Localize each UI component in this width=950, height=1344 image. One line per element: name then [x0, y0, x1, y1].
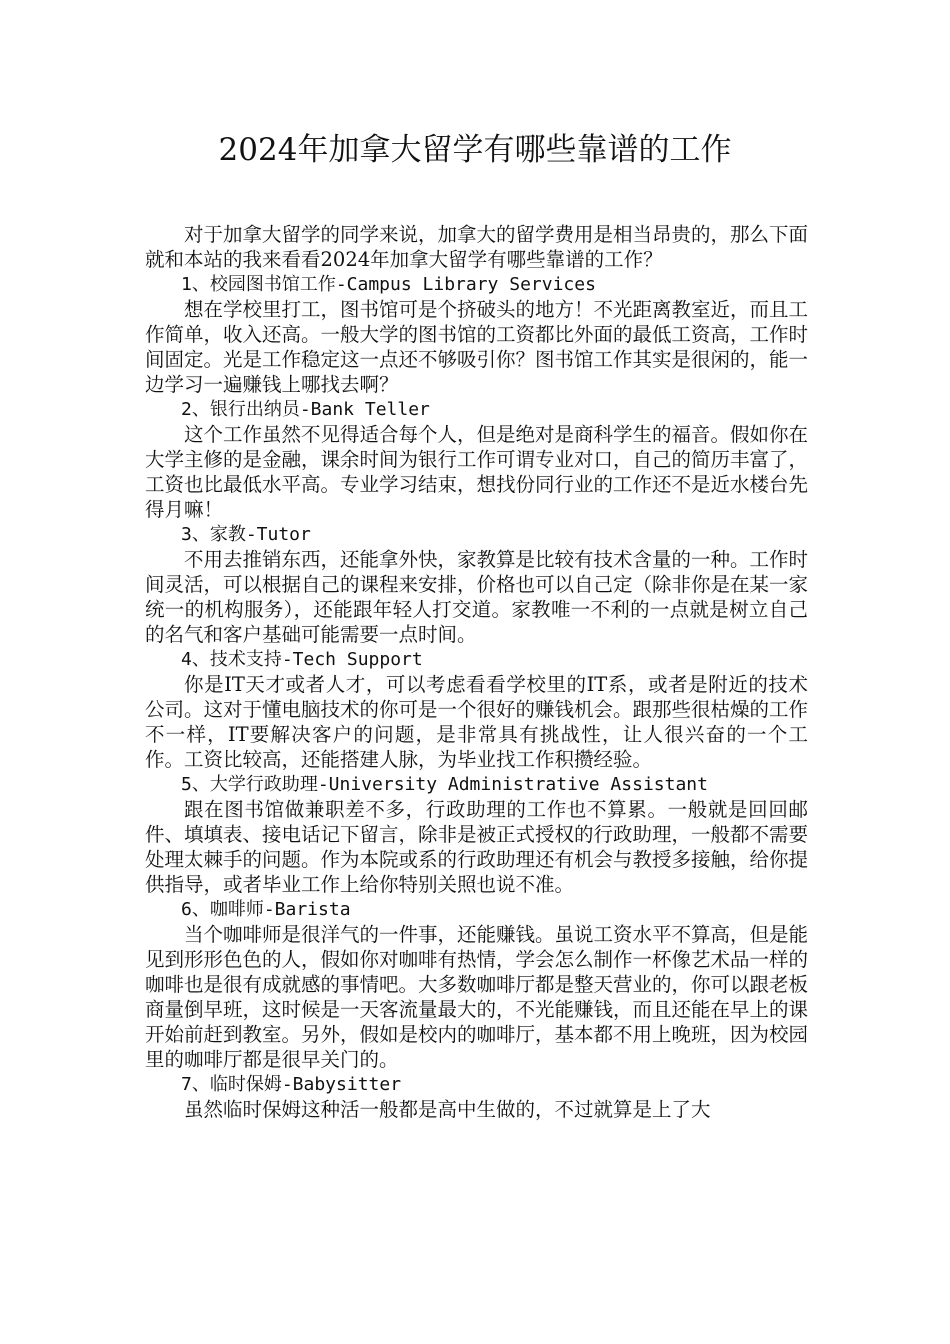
section-body-7: 虽然临时保姆这种活一般都是高中生做的，不过就算是上了大 [184, 1098, 711, 1121]
intro-paragraph: 对于加拿大留学的同学来说，加拿大的留学费用是相当昂贵的，那么下面就和本站的我来看看2024年加拿大留学有哪些靠谱的工作？ [145, 223, 809, 271]
section-body-2: 这个工作虽然不见得适合每个人，但是绝对是商科学生的福音。假如你在大学主修的是金融，课余时间为银行工作可谓专业对口，自己的简历丰富了，工资也比最低水平高。专业学习结束，想找份同行业的工作还不是近水楼台先得月嘛！ [145, 423, 809, 521]
section-heading-4: 4、技术支持-Tech Support [181, 649, 423, 670]
section-heading-6: 6、咖啡师-Barista [181, 899, 351, 920]
document-body [145, 222, 808, 1122]
section-body-5: 跟在图书馆做兼职差不多，行政助理的工作也不算累。一般就是回回邮件、填填表、接电话记下留言，除非是被正式授权的行政助理，一般都不需要处理太棘手的问题。作为本院或系的行政助理还有机会与教授多接触，给你提供指导，或者毕业工作上给你特别关照也说不准。 [145, 798, 809, 896]
page-title: 2024年加拿大留学有哪些靠谱的工作 [218, 132, 732, 168]
section-body-1: 想在学校里打工，图书馆可是个挤破头的地方！不光距离教室近，而且工作简单，收入还高。一般大学的图书馆的工资都比外面的最低工资高，工作时间固定。光是工作稳定这一点还不够吸引你？图书馆工作其实是很闲的，能一边学习一遍赚钱上哪找去啊？ [145, 298, 809, 396]
section-heading-3: 3、家教-Tutor [181, 524, 311, 545]
section-body-6: 当个咖啡师是很洋气的一件事，还能赚钱。虽说工资水平不算高，但是能见到形形色色的人，假如你对咖啡有热情，学会怎么制作一杯像艺术品一样的咖啡也是很有成就感的事情吧。大多数咖啡厅都是整天营业的，你可以跟老板商量倒早班，这时候是一天客流量最大的，不光能赚钱，而且还能在早上的课开始前赶到教室。另外，假如是校内的咖啡厅，基本都不用上晚班，因为校园里的咖啡厅都是很早关门的。 [145, 923, 809, 1071]
section-heading-5: 5、大学行政助理-University Administrative Assistant [181, 774, 708, 795]
section-heading-7: 7、临时保姆-Babysitter [181, 1074, 402, 1095]
section-body-4: 你是IT天才或者人才，可以考虑看看学校里的IT系，或者是附近的技术公司。这对于懂电脑技术的你可是一个很好的赚钱机会。跟那些很枯燥的工作不一样，IT要解决客户的问题，是非常具有挑战性，让人很兴奋的一个工作。工资比较高，还能搭建人脉，为毕业找工作积攒经验。 [145, 673, 809, 771]
section-heading-1: 1、校园图书馆工作-Campus Library Services [181, 274, 596, 295]
section-heading-2: 2、银行出纳员-Bank Teller [181, 399, 430, 420]
section-body-3: 不用去推销东西，还能拿外快，家教算是比较有技术含量的一种。工作时间灵活，可以根据自己的课程来安排，价格也可以自己定（除非你是在某一家统一的机构服务），还能跟年轻人打交道。家教唯一不利的一点就是树立自己的名气和客户基础可能需要一点时间。 [145, 548, 809, 646]
